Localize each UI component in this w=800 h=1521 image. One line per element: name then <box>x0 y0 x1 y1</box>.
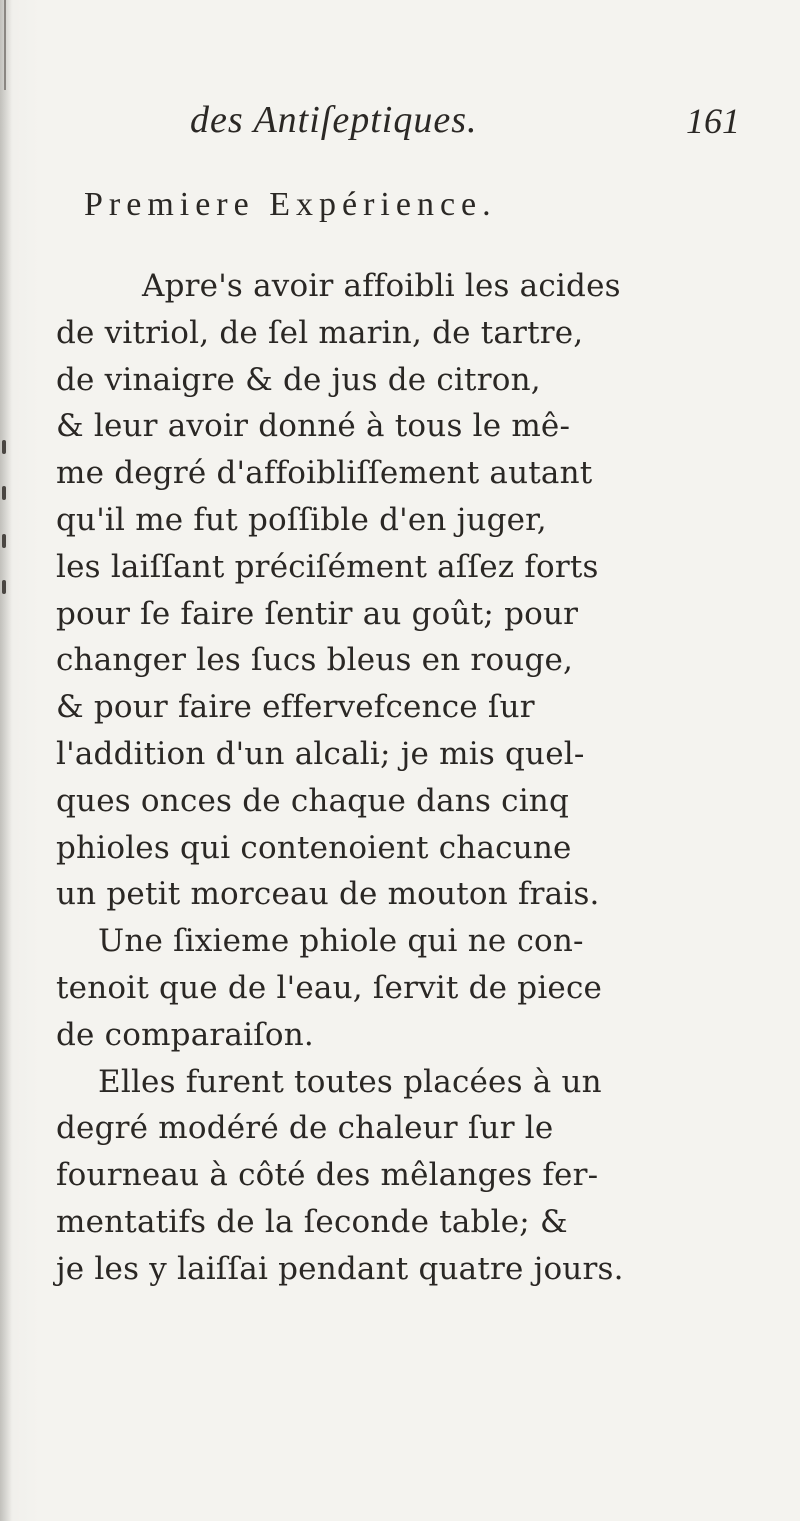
text-line: tenoit que de l'eau, ſervit de piece <box>56 969 603 1006</box>
margin-mark <box>2 486 6 500</box>
running-head <box>0 98 800 148</box>
gutter-shadow <box>0 0 12 1521</box>
text-line: & leur avoir donné à tous le mê- <box>56 408 571 445</box>
text-line: Elles furent toutes placées à un <box>98 1063 602 1100</box>
text-line: phioles qui contenoient chacune <box>56 829 572 866</box>
page-number: 161 <box>686 101 740 141</box>
text-line: qu'il me fut poſſible d'en juger, <box>56 501 547 538</box>
text-line: pour ſe faire ſentir au goût; pour <box>56 595 579 632</box>
text-line: & pour faire effervefcence ſur <box>56 689 535 726</box>
text-line: me degré d'affoibliſſement autant <box>56 455 593 492</box>
running-head-title: des Antiſeptiques. <box>190 99 478 141</box>
text-line: de vinaigre & de jus de citron, <box>56 361 541 398</box>
text-line: degré modéré de chaleur ſur le <box>56 1110 554 1147</box>
body-text <box>56 263 756 1293</box>
text-line: je les y laiſſai pendant quatre jours. <box>56 1250 624 1287</box>
text-line: changer les ſucs bleus en rouge, <box>56 642 574 679</box>
section-heading: Premiere Expérience. <box>84 186 497 223</box>
text-line: de comparaiſon. <box>56 1016 314 1053</box>
text-line: Une ſixieme phiole qui ne con- <box>98 923 584 960</box>
page-edge-line <box>4 0 6 90</box>
text-line: les laiſſant préciſément aſſez forts <box>56 548 599 585</box>
margin-mark <box>2 440 6 454</box>
text-line: Apre's avoir affoibli les acides <box>142 268 621 304</box>
text-line: de vitriol, de ſel marin, de tartre, <box>56 314 584 351</box>
margin-mark <box>2 580 6 594</box>
text-line: fourneau à côté des mêlanges fer- <box>56 1157 599 1194</box>
text-line: l'addition d'un alcali; je mis quel- <box>56 735 585 772</box>
text-line: un petit morceau de mouton frais. <box>56 876 600 913</box>
text-line: ques onces de chaque dans cinq <box>56 782 570 819</box>
text-line: mentatifs de la ſeconde table; & <box>56 1203 568 1240</box>
margin-mark <box>2 534 6 548</box>
